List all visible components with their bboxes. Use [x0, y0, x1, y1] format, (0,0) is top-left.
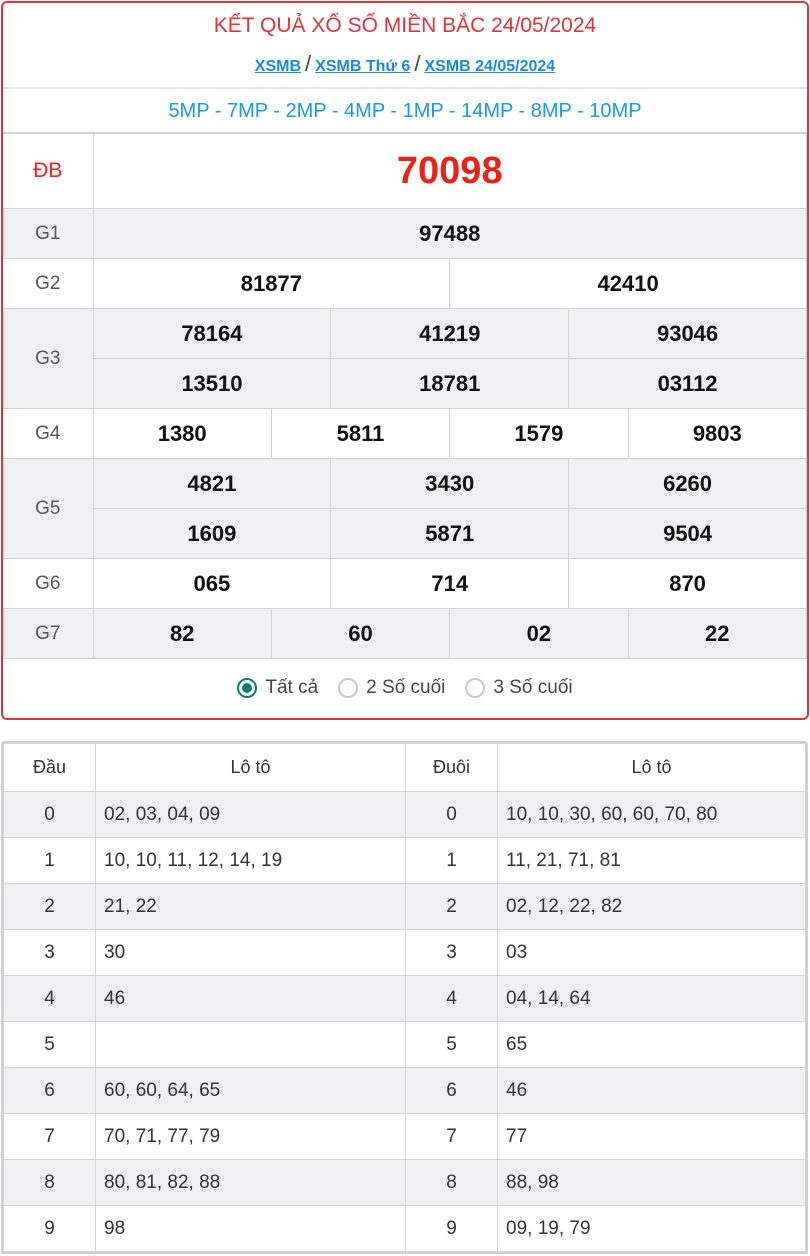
results-table	[3, 133, 807, 659]
prize-label: G4	[3, 409, 93, 459]
loto-table-container	[1, 741, 808, 1254]
head-digit: 6	[4, 1068, 96, 1114]
breadcrumb-separator: /	[414, 51, 421, 76]
prize-number: 41219	[331, 309, 569, 359]
head-loto-values: 46	[96, 976, 406, 1022]
head-loto-values: 70, 71, 77, 79	[96, 1114, 406, 1160]
results-card	[1, 1, 809, 720]
tail-digit: 5	[406, 1022, 498, 1068]
table-row	[4, 792, 806, 838]
prize-label: ĐB	[3, 134, 93, 209]
head-digit: 3	[4, 930, 96, 976]
radio-all[interactable]	[237, 677, 318, 699]
prize-label: G1	[3, 209, 93, 259]
head-loto-values: 21, 22	[96, 884, 406, 930]
head-digit: 1	[4, 838, 96, 884]
special-prize-number: 70098	[93, 134, 807, 209]
head-loto-values: 80, 81, 82, 88	[96, 1160, 406, 1206]
tail-digit: 6	[406, 1068, 498, 1114]
row-g5	[3, 459, 807, 509]
head-loto-values: 60, 60, 64, 65	[96, 1068, 406, 1114]
tail-loto-values: 03	[498, 930, 806, 976]
prize-number: 065	[93, 559, 331, 609]
prize-number: 6260	[569, 459, 807, 509]
header-loto: Lô tô	[498, 744, 806, 792]
head-loto-values: 02, 03, 04, 09	[96, 792, 406, 838]
head-digit: 8	[4, 1160, 96, 1206]
prize-number: 03112	[569, 359, 807, 409]
row-db	[3, 134, 807, 209]
prize-number: 1579	[450, 409, 628, 459]
tail-digit: 4	[406, 976, 498, 1022]
prize-number: 42410	[450, 259, 807, 309]
tail-loto-values: 10, 10, 30, 60, 60, 70, 80	[498, 792, 806, 838]
tail-digit: 1	[406, 838, 498, 884]
prize-label: G5	[3, 459, 93, 559]
prize-number: 870	[569, 559, 807, 609]
prize-number: 60	[271, 609, 449, 659]
head-digit: 2	[4, 884, 96, 930]
tail-loto-values: 09, 19, 79	[498, 1206, 806, 1252]
prize-number: 5811	[271, 409, 449, 459]
loto-header-row	[4, 744, 806, 792]
prize-number: 5871	[331, 509, 569, 559]
breadcrumb-separator: /	[305, 51, 312, 76]
prize-number: 9803	[628, 409, 806, 459]
prize-number: 1609	[93, 509, 331, 559]
row-g2	[3, 259, 807, 309]
row-g1	[3, 209, 807, 259]
tail-loto-values: 02, 12, 22, 82	[498, 884, 806, 930]
prize-number: 81877	[93, 259, 450, 309]
row-g4	[3, 409, 807, 459]
row-g3	[3, 309, 807, 359]
prize-number: 78164	[93, 309, 331, 359]
table-row	[4, 976, 806, 1022]
head-digit: 4	[4, 976, 96, 1022]
head-loto-values: 10, 10, 11, 12, 14, 19	[96, 838, 406, 884]
prize-label: G3	[3, 309, 93, 409]
breadcrumb-xsmb-date[interactable]: XSMB 24/05/2024	[424, 58, 556, 75]
head-loto-values: 98	[96, 1206, 406, 1252]
row-g6	[3, 559, 807, 609]
tail-digit: 3	[406, 930, 498, 976]
tail-loto-values: 88, 98	[498, 1160, 806, 1206]
digits-filter	[3, 659, 807, 717]
prize-number: 22	[628, 609, 806, 659]
header-dau: Đầu	[4, 744, 96, 792]
header-duoi: Đuôi	[406, 744, 498, 792]
prize-number: 02	[450, 609, 628, 659]
radio-checked-icon[interactable]	[237, 678, 257, 698]
table-row	[4, 1160, 806, 1206]
prize-label: G2	[3, 259, 93, 309]
prize-number: 1380	[93, 409, 271, 459]
header-loto: Lô tô	[96, 744, 406, 792]
row-g3b	[3, 359, 807, 409]
row-g5b	[3, 509, 807, 559]
radio-unchecked-icon[interactable]	[338, 678, 358, 698]
prize-number: 3430	[331, 459, 569, 509]
radio-unchecked-icon[interactable]	[465, 678, 485, 698]
tail-digit: 0	[406, 792, 498, 838]
head-digit: 9	[4, 1206, 96, 1252]
prize-number: 9504	[569, 509, 807, 559]
tail-digit: 9	[406, 1206, 498, 1252]
table-row	[4, 1068, 806, 1114]
prize-label: G6	[3, 559, 93, 609]
tail-loto-values: 46	[498, 1068, 806, 1114]
tail-loto-values: 11, 21, 71, 81	[498, 838, 806, 884]
head-loto-values: 30	[96, 930, 406, 976]
head-loto-values	[96, 1022, 406, 1068]
tail-digit: 7	[406, 1114, 498, 1160]
tail-digit: 2	[406, 884, 498, 930]
row-g7	[3, 609, 807, 659]
prize-codes: 5MP - 7MP - 2MP - 4MP - 1MP - 14MP - 8MP - 10MP	[3, 89, 807, 133]
breadcrumb-xsmb[interactable]: XSMB	[254, 58, 302, 75]
prize-number: 4821	[93, 459, 331, 509]
table-row	[4, 930, 806, 976]
radio-label: 3 Số cuối	[493, 677, 573, 698]
tail-loto-values: 77	[498, 1114, 806, 1160]
prize-number: 18781	[331, 359, 569, 409]
table-row	[4, 884, 806, 930]
prize-number: 714	[331, 559, 569, 609]
radio-last-2[interactable]	[338, 677, 445, 699]
prize-number: 13510	[93, 359, 331, 409]
breadcrumb	[3, 49, 807, 89]
table-row	[4, 1114, 806, 1160]
radio-label: Tất cả	[265, 677, 319, 698]
tail-loto-values: 65	[498, 1022, 806, 1068]
radio-last-3[interactable]	[465, 677, 572, 699]
loto-table	[3, 743, 806, 1252]
prize-number: 97488	[93, 209, 807, 259]
tail-loto-values: 04, 14, 64	[498, 976, 806, 1022]
prize-label: G7	[3, 609, 93, 659]
table-row	[4, 1206, 806, 1252]
prize-number: 82	[93, 609, 271, 659]
head-digit: 0	[4, 792, 96, 838]
head-digit: 7	[4, 1114, 96, 1160]
table-row	[4, 1022, 806, 1068]
prize-number: 93046	[569, 309, 807, 359]
radio-label: 2 Số cuối	[366, 677, 446, 698]
table-row	[4, 838, 806, 884]
tail-digit: 8	[406, 1160, 498, 1206]
breadcrumb-xsmb-thu6[interactable]: XSMB Thứ 6	[315, 58, 411, 75]
head-digit: 5	[4, 1022, 96, 1068]
page-title: KẾT QUẢ XỔ SỐ MIỀN BẮC 24/05/2024	[213, 14, 597, 37]
